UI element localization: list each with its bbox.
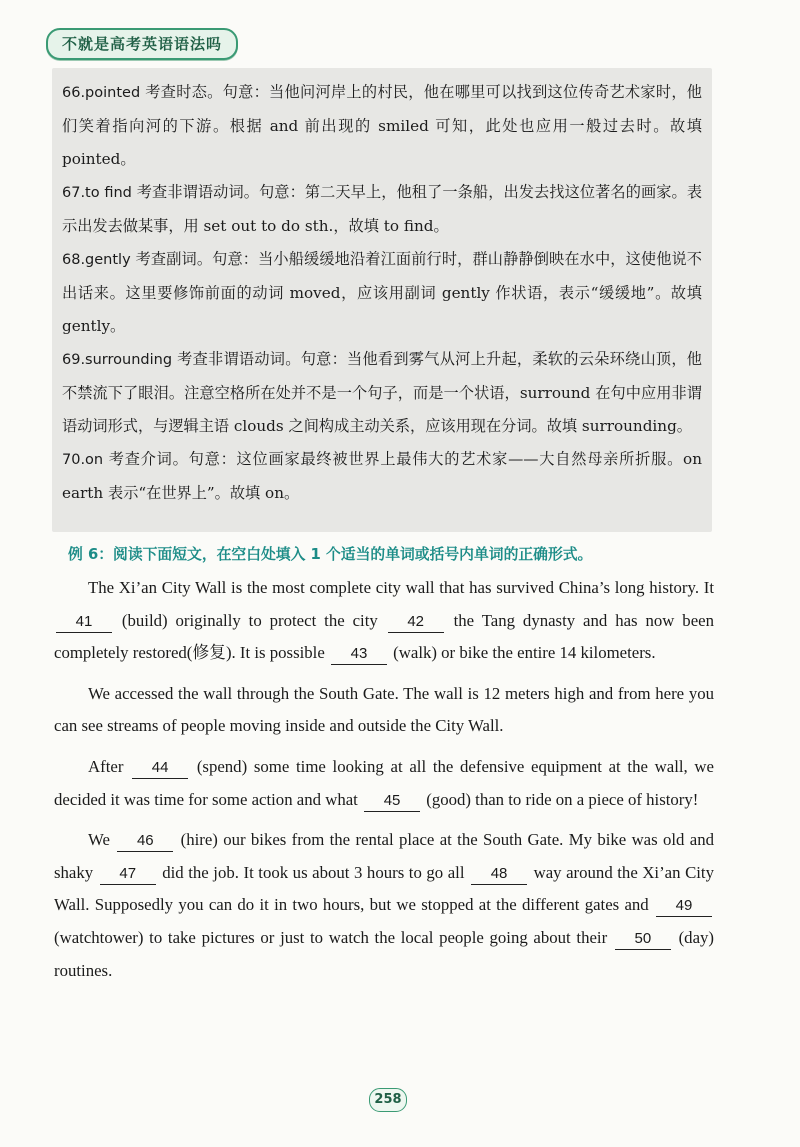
blank-42[interactable]: 42	[388, 612, 444, 633]
passage-text: the Tang dynasty and has now been completely restored(修复). It is possible	[54, 610, 714, 663]
reading-passage	[54, 572, 714, 995]
example-heading: 例 6：阅读下面短文，在空白处填入 1 个适当的单词或括号内单词的正确形式。	[68, 546, 593, 563]
answer-68	[62, 243, 702, 343]
answer-number: 68.gently	[62, 252, 131, 268]
passage-text: (good) than to ride on a piece of history!	[422, 789, 699, 809]
blank-43[interactable]: 43	[331, 644, 387, 665]
passage-text: (hire) our bikes from the rental place at the South Gate. My bike was old and shaky	[54, 830, 715, 882]
blank-46[interactable]: 46	[117, 831, 173, 852]
blank-47[interactable]: 47	[100, 864, 156, 885]
passage-paragraph-4	[54, 824, 714, 987]
passage-text: We accessed the wall through the South Gate. The wall is 12 meters high and from here you can see streams of people moving inside and outside the City Wall.	[54, 683, 714, 736]
passage-paragraph-2	[54, 678, 714, 743]
answer-number: 67.to find	[62, 185, 132, 201]
answer-number: 69.surrounding	[62, 352, 173, 368]
answer-70	[62, 443, 702, 510]
answer-number: 70.on	[62, 452, 104, 468]
blank-49[interactable]: 49	[656, 896, 712, 917]
answer-explanation: 考查时态。句意：当他问河岸上的村民，他在哪里可以找到这位传奇艺术家时，他们笑着指向河的下游。根据 and 前出现的 smiled 可知，此处也应用一般过去时。故填 pointed。	[62, 83, 702, 168]
answer-number: 66.pointed	[62, 85, 141, 101]
passage-text: (watchtower) to take pictures or just to watch the local people going about their	[54, 927, 613, 947]
passage-text: We	[88, 830, 116, 850]
passage-text: After	[88, 756, 131, 776]
blank-50[interactable]: 50	[615, 929, 671, 950]
answer-explanation: 考查副词。句意：当小船缓缓地沿着江面前行时，群山静静倒映在水中，这使他说不出话来。这里要修饰前面的动词 moved，应该用副词 gently 作状语，表示“缓缓地”。故填 gently。	[62, 250, 702, 335]
passage-text: (walk) or bike the entire 14 kilometers.	[388, 643, 656, 663]
passage-text: did the job. It took us about 3 hours to go all	[157, 862, 470, 882]
page-number: 258	[369, 1088, 407, 1112]
answer-explanations-box	[52, 68, 712, 532]
blank-44[interactable]: 44	[132, 758, 188, 779]
passage-text: (day) routines.	[54, 927, 715, 980]
answer-67	[62, 176, 702, 243]
answer-explanation: 考查非谓语动词。句意：第二天早上，他租了一条船，出发去找这位著名的画家。表示出发去做某事，用 set out to do sth.，故填 to find。	[62, 183, 703, 235]
answer-explanation: 考查非谓语动词。句意：当他看到雾气从河上升起，柔软的云朵环绕山顶，他不禁流下了眼泪。注意空格所在处并不是一个句子，而是一个状语，surround 在句中应用非谓语动词形式，与逻辑主语 clouds 之间构成主动关系，应该用现在分词。故填 surrounding。	[62, 350, 702, 435]
answer-69	[62, 343, 702, 443]
answer-66	[62, 76, 702, 176]
blank-41[interactable]: 41	[56, 612, 112, 633]
passage-text: way around the Xi’an City Wall. Supposedly you can do it in two hours, but we stopped at the different gates and	[54, 862, 714, 915]
passage-text: (spend) some time looking at all the defensive equipment at the wall, we decided it was time for some action and what	[54, 756, 714, 809]
answer-explanation: 考查介词。句意：这位画家最终被世界上最伟大的艺术家——大自然母亲所折服。on earth 表示“在世界上”。故填 on。	[62, 450, 702, 502]
series-title-badge: 不就是高考英语语法吗	[46, 28, 238, 60]
passage-paragraph-3	[54, 751, 714, 816]
passage-text: (build) originally to protect the city	[114, 610, 386, 630]
passage-text: The Xi’an City Wall is the most complete city wall that has survived China’s long history. It	[88, 578, 714, 597]
passage-paragraph-1	[54, 572, 714, 670]
blank-45[interactable]: 45	[364, 791, 420, 812]
blank-48[interactable]: 48	[471, 864, 527, 885]
